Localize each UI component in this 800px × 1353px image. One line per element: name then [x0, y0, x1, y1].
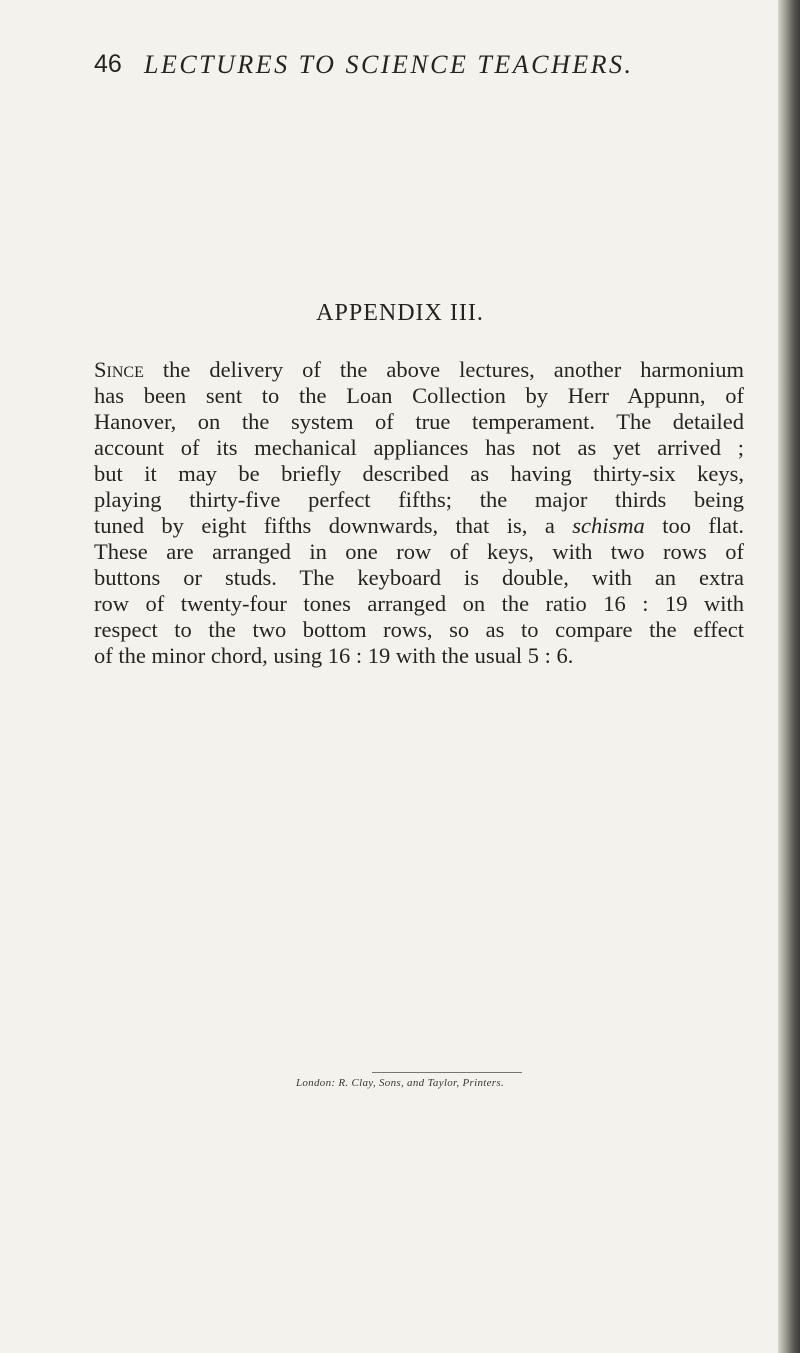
paragraph-line-3: Hanover, on the system of true temperament. The detailed [94, 409, 744, 434]
page-number: 46 [94, 50, 122, 78]
appendix-heading: APPENDIX III. [316, 300, 484, 326]
page-edge-shadow [778, 0, 800, 1353]
opening-word: Since [94, 357, 144, 382]
paragraph-line-10: row of twenty-four tones arranged on the ratio 16 : 19 with [94, 591, 744, 616]
paragraph-line-2: has been sent to the Loan Collection by Herr Appunn, of [94, 383, 744, 408]
paragraph-line-4: account of its mechanical appliances has not as yet arrived ; [94, 435, 744, 460]
paragraph-line-5: but it may be briefly described as having thirty-six keys, [94, 461, 744, 486]
imprint-rule [372, 1072, 522, 1073]
line-1-rest: the delivery of the above lectures, another harmonium [143, 357, 744, 382]
line-7-before: tuned by eight fifths downwards, that is, a [94, 513, 573, 538]
paragraph-line-8: These are arranged in one row of keys, with two rows of [94, 539, 744, 564]
line-7-after: too flat. [644, 513, 744, 538]
paragraph-line-11: respect to the two bottom rows, so as to compare the effect [94, 617, 744, 642]
paragraph-line-9: buttons or studs. The keyboard is double, with an extra [94, 565, 744, 590]
printer-imprint: London: R. Clay, Sons, and Taylor, Printers. [295, 1077, 505, 1089]
paragraph-line-1 [94, 357, 744, 383]
paragraph-line-7 [94, 513, 744, 539]
paragraph-line-12: of the minor chord, using 16 : 19 with the usual 5 : 6. [94, 643, 574, 668]
body-paragraph [94, 357, 744, 669]
running-head [94, 50, 744, 90]
schisma-term: schisma [572, 513, 645, 538]
paragraph-line-6: playing thirty-five perfect fifths; the major thirds being [94, 487, 744, 512]
running-head-title: LECTURES TO SCIENCE TEACHERS. [144, 50, 634, 79]
